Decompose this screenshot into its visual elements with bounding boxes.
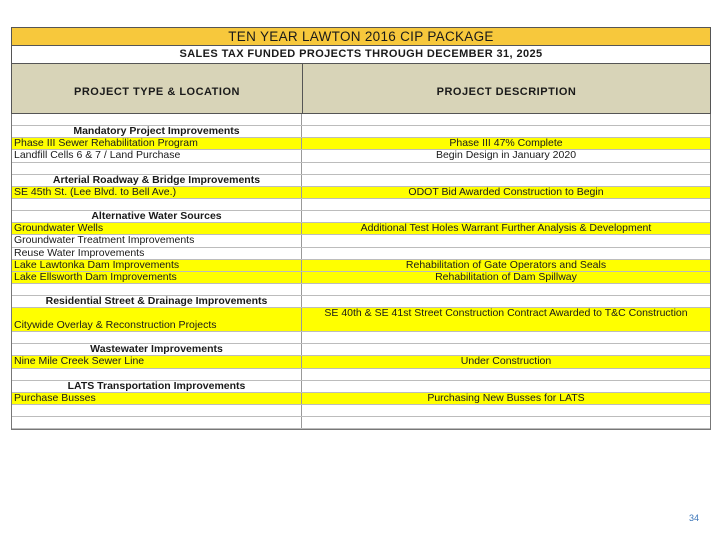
table-row — [12, 235, 710, 247]
section-heading: Mandatory Project Improvements — [12, 126, 302, 137]
spacer-row — [12, 417, 710, 429]
page-number: 34 — [688, 513, 699, 523]
project-name: Purchase Busses — [12, 393, 302, 404]
project-description: Phase III 47% Complete — [449, 138, 563, 150]
section-heading-row — [12, 211, 710, 223]
project-description: Purchasing New Busses for LATS — [427, 392, 585, 404]
project-description: Begin Design in January 2020 — [435, 150, 577, 162]
section-heading: Residential Street & Drainage Improvements — [12, 296, 302, 307]
table-row — [12, 272, 710, 284]
table-row — [12, 260, 710, 272]
table-row — [12, 223, 710, 235]
project-description: Additional Test Holes Warrant Further Analysis & Development — [360, 223, 652, 235]
spacer-row — [12, 199, 710, 211]
project-name: Lake Lawtonka Dam Improvements — [12, 260, 302, 271]
project-name: Lake Ellsworth Dam Improvements — [12, 272, 302, 283]
page-subtitle: SALES TAX FUNDED PROJECTS THROUGH DECEMBER 31, 2025 — [11, 46, 711, 64]
project-name: Nine Mile Creek Sewer Line — [12, 356, 302, 367]
project-description: Rehabilitation of Dam Spillway — [435, 271, 577, 283]
table-row — [12, 393, 710, 405]
table-row — [12, 150, 710, 162]
project-name: SE 45th St. (Lee Blvd. to Bell Ave.) — [12, 187, 302, 198]
table-row — [12, 356, 710, 368]
section-heading-row — [12, 126, 710, 138]
table-row — [12, 138, 710, 150]
project-name: Groundwater Wells — [12, 223, 302, 234]
section-heading: Wastewater Improvements — [12, 344, 302, 355]
spacer-row — [12, 405, 710, 417]
table-body — [11, 114, 711, 430]
table-row — [12, 248, 710, 260]
project-description — [302, 235, 710, 246]
section-heading-row — [12, 175, 710, 187]
section-heading: Alternative Water Sources — [12, 211, 302, 222]
column-header-description: PROJECT DESCRIPTION — [436, 86, 577, 98]
section-heading: LATS Transportation Improvements — [12, 381, 302, 392]
section-heading-row — [12, 381, 710, 393]
spacer-row — [12, 369, 710, 381]
section-heading: Arterial Roadway & Bridge Improvements — [12, 175, 302, 186]
spacer-row — [12, 284, 710, 296]
project-description: ODOT Bid Awarded Construction to Begin — [408, 186, 604, 198]
project-description: Rehabilitation of Gate Operators and Seals — [405, 259, 607, 271]
cip-table — [11, 27, 711, 430]
project-name: Phase III Sewer Rehabilitation Program — [12, 138, 302, 149]
project-name: Citywide Overlay & Reconstruction Projects — [12, 308, 302, 331]
spacer-row — [12, 114, 710, 126]
spacer-row — [12, 163, 710, 175]
section-heading-row — [12, 344, 710, 356]
project-name: Groundwater Treatment Improvements — [12, 235, 302, 246]
page-title: TEN YEAR LAWTON 2016 CIP PACKAGE — [11, 27, 711, 46]
project-description: SE 40th & SE 41st Street Construction Contract Awarded to T&C Construction — [324, 308, 688, 320]
project-description: Under Construction — [460, 356, 552, 368]
column-headers — [11, 64, 711, 114]
project-description — [302, 248, 710, 259]
project-name: Landfill Cells 6 & 7 / Land Purchase — [12, 150, 302, 161]
table-row — [12, 187, 710, 199]
project-name: Reuse Water Improvements — [12, 248, 302, 259]
section-heading-row — [12, 296, 710, 308]
column-header-type-location: PROJECT TYPE & LOCATION — [12, 64, 303, 113]
table-row — [12, 308, 710, 332]
spacer-row — [12, 332, 710, 344]
